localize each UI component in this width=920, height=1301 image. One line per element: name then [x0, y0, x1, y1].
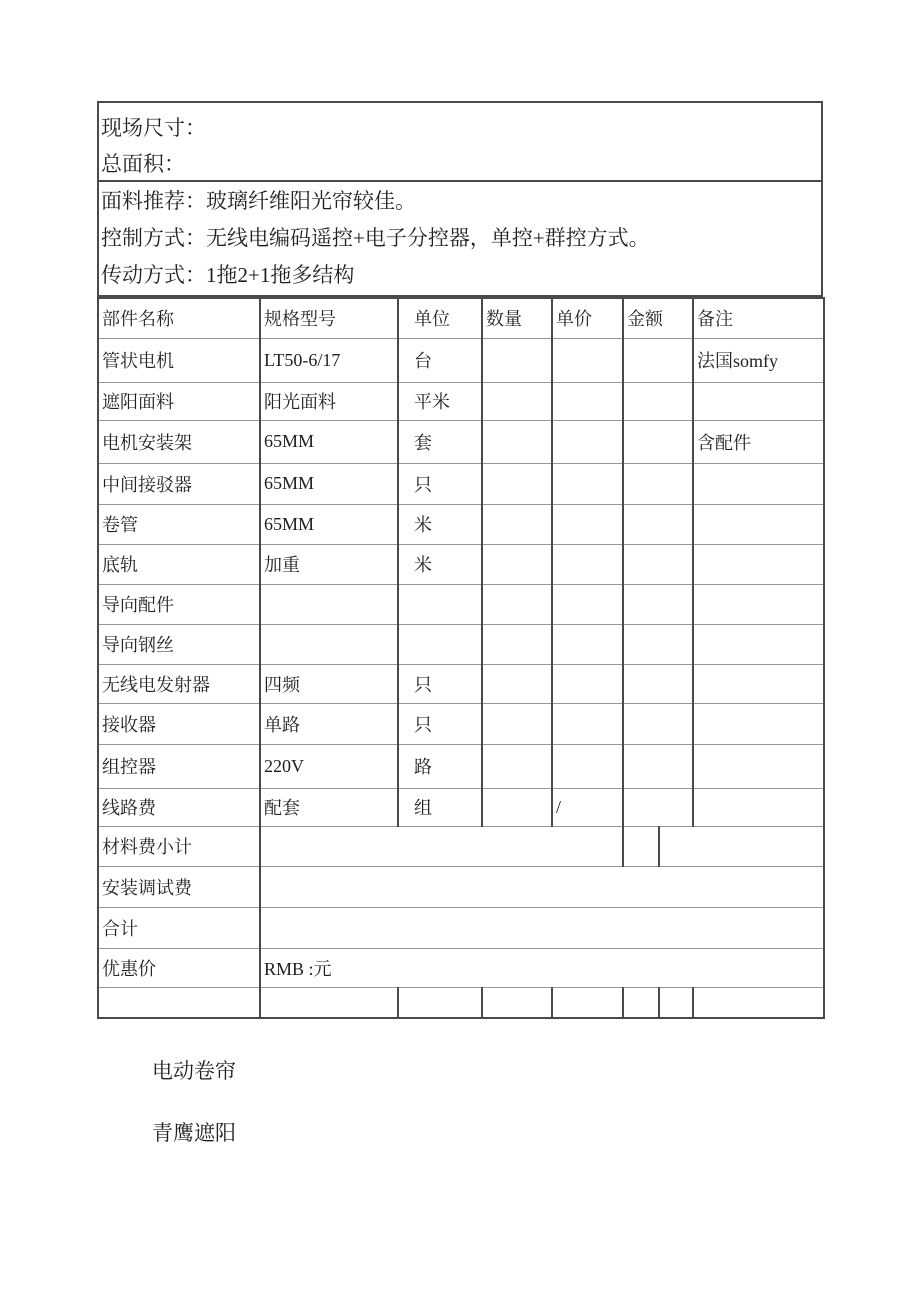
part-name-cell: 导向钢丝 — [98, 624, 260, 664]
materials-subtotal-amount-cell — [623, 826, 659, 866]
note-cell — [693, 584, 824, 624]
price-cell — [552, 744, 623, 788]
note-cell — [693, 703, 824, 744]
unit-cell: 米 — [398, 504, 482, 544]
part-name-cell: 管状电机 — [98, 338, 260, 382]
note-cell — [693, 463, 824, 504]
note-cell — [693, 744, 824, 788]
control-method-line: 控制方式：无线电编码遥控+电子分控器，单控+群控方式。 — [101, 226, 650, 250]
col-header-part-name: 部件名称 — [98, 298, 260, 338]
unit-cell: 只 — [398, 703, 482, 744]
price-cell — [552, 703, 623, 744]
table-header-row — [98, 298, 824, 338]
qty-cell — [482, 744, 552, 788]
empty-cell — [693, 987, 824, 1018]
col-header-unit: 单位 — [398, 298, 482, 338]
materials-subtotal-span-cell — [260, 826, 623, 866]
price-cell — [552, 420, 623, 463]
total-row — [98, 907, 824, 948]
unit-cell: 平米 — [398, 382, 482, 420]
discount-price-label: 优惠价 — [98, 948, 260, 987]
spec-cell: 四频 — [260, 664, 398, 703]
table-row — [98, 504, 824, 544]
part-name-cell: 卷管 — [98, 504, 260, 544]
unit-cell — [398, 624, 482, 664]
info-section-specs — [99, 182, 821, 294]
qty-cell — [482, 463, 552, 504]
amount-cell — [623, 544, 693, 584]
table-row — [98, 744, 824, 788]
price-cell — [552, 544, 623, 584]
price-cell: / — [552, 788, 623, 826]
empty-cell — [482, 987, 552, 1018]
table-row — [98, 463, 824, 504]
qty-cell — [482, 504, 552, 544]
note-cell: 法国somfy — [693, 338, 824, 382]
empty-cell — [552, 987, 623, 1018]
unit-cell: 只 — [398, 664, 482, 703]
installation-fee-row — [98, 866, 824, 907]
empty-cell — [260, 987, 398, 1018]
materials-subtotal-label: 材料费小计 — [98, 826, 260, 866]
part-name-cell: 线路费 — [98, 788, 260, 826]
col-header-amount: 金额 — [623, 298, 693, 338]
total-value-cell — [260, 907, 824, 948]
spec-cell: 220V — [260, 744, 398, 788]
amount-cell — [623, 744, 693, 788]
amount-cell — [623, 703, 693, 744]
note-cell — [693, 544, 824, 584]
unit-cell — [398, 584, 482, 624]
qty-cell — [482, 338, 552, 382]
note-cell — [693, 382, 824, 420]
spec-cell: 加重 — [260, 544, 398, 584]
col-header-qty: 数量 — [482, 298, 552, 338]
note-cell — [693, 624, 824, 664]
part-name-cell: 中间接驳器 — [98, 463, 260, 504]
price-cell — [552, 504, 623, 544]
qty-cell — [482, 664, 552, 703]
table-row — [98, 664, 824, 703]
site-size-line: 现场尺寸： — [101, 116, 206, 140]
amount-cell — [623, 338, 693, 382]
total-area-line: 总面积： — [101, 152, 185, 176]
spec-cell — [260, 624, 398, 664]
amount-cell — [623, 420, 693, 463]
amount-cell — [623, 463, 693, 504]
note-cell — [693, 788, 824, 826]
table-row — [98, 788, 824, 826]
qty-cell — [482, 624, 552, 664]
table-row — [98, 703, 824, 744]
part-name-cell: 接收器 — [98, 703, 260, 744]
amount-cell — [623, 504, 693, 544]
materials-subtotal-row — [98, 826, 824, 866]
qty-cell — [482, 703, 552, 744]
amount-cell — [623, 382, 693, 420]
part-name-cell: 遮阳面料 — [98, 382, 260, 420]
col-header-note: 备注 — [693, 298, 824, 338]
price-cell — [552, 382, 623, 420]
total-label: 合计 — [98, 907, 260, 948]
unit-cell: 台 — [398, 338, 482, 382]
installation-fee-label: 安装调试费 — [98, 866, 260, 907]
price-cell — [552, 338, 623, 382]
product-label: 电动卷帘 — [152, 1059, 236, 1083]
unit-cell: 只 — [398, 463, 482, 504]
drive-method-line: 传动方式：1拖2+1拖多结构 — [101, 263, 355, 287]
price-cell — [552, 664, 623, 703]
installation-fee-value-cell — [260, 866, 824, 907]
col-header-price: 单价 — [552, 298, 623, 338]
price-cell — [552, 624, 623, 664]
table-row — [98, 382, 824, 420]
note-cell — [693, 664, 824, 703]
empty-cell — [98, 987, 260, 1018]
amount-cell — [623, 788, 693, 826]
discount-price-row — [98, 948, 824, 987]
table-row — [98, 544, 824, 584]
note-cell — [693, 504, 824, 544]
price-cell — [552, 463, 623, 504]
part-name-cell: 导向配件 — [98, 584, 260, 624]
empty-grid-row — [98, 987, 824, 1018]
part-name-cell: 底轨 — [98, 544, 260, 584]
empty-cell — [623, 987, 659, 1018]
price-cell — [552, 584, 623, 624]
spec-cell: 65MM — [260, 420, 398, 463]
spec-cell: 配套 — [260, 788, 398, 826]
spec-cell: 65MM — [260, 463, 398, 504]
part-name-cell: 电机安装架 — [98, 420, 260, 463]
qty-cell — [482, 788, 552, 826]
amount-cell — [623, 584, 693, 624]
qty-cell — [482, 584, 552, 624]
unit-cell: 套 — [398, 420, 482, 463]
table-row — [98, 624, 824, 664]
spec-cell: 单路 — [260, 703, 398, 744]
note-cell: 含配件 — [693, 420, 824, 463]
fabric-recommendation-line: 面料推荐：玻璃纤维阳光帘较佳。 — [101, 189, 416, 213]
qty-cell — [482, 382, 552, 420]
company-label: 青鹰遮阳 — [152, 1121, 236, 1145]
quote-table — [97, 297, 825, 1019]
info-section-dimensions — [99, 103, 821, 182]
part-name-cell: 组控器 — [98, 744, 260, 788]
amount-cell — [623, 624, 693, 664]
spec-cell: 阳光面料 — [260, 382, 398, 420]
unit-cell: 路 — [398, 744, 482, 788]
spec-cell: 65MM — [260, 504, 398, 544]
info-box — [97, 101, 823, 297]
materials-subtotal-note-cell — [659, 826, 824, 866]
unit-cell: 组 — [398, 788, 482, 826]
table-row — [98, 584, 824, 624]
col-header-spec: 规格型号 — [260, 298, 398, 338]
discount-price-value-cell: RMB :元 — [260, 948, 824, 987]
qty-cell — [482, 420, 552, 463]
amount-cell — [623, 664, 693, 703]
spec-cell: LT50-6/17 — [260, 338, 398, 382]
part-name-cell: 无线电发射器 — [98, 664, 260, 703]
table-row — [98, 420, 824, 463]
table-row — [98, 338, 824, 382]
spec-cell — [260, 584, 398, 624]
empty-cell — [398, 987, 482, 1018]
unit-cell: 米 — [398, 544, 482, 584]
empty-cell — [659, 987, 693, 1018]
qty-cell — [482, 544, 552, 584]
